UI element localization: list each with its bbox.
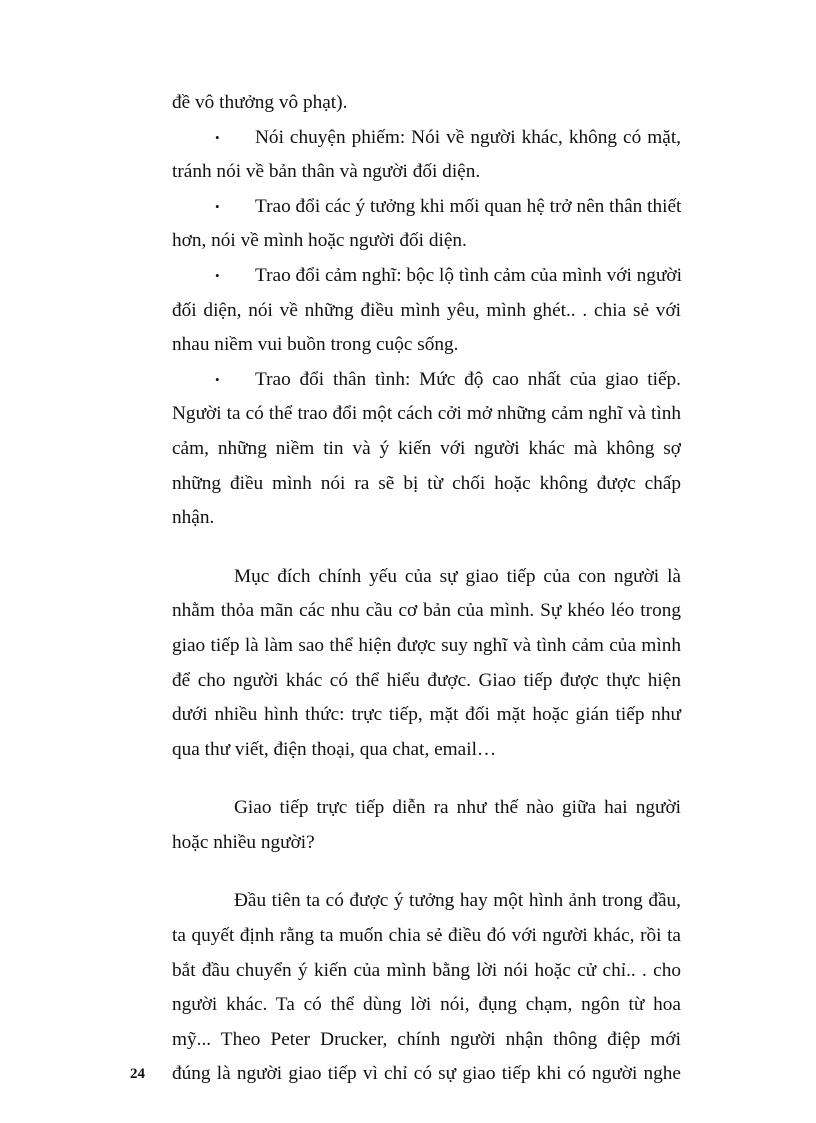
text-line-content: hơn, nói về mình hoặc người đối diện.	[172, 230, 467, 252]
text-line: những điều mình nói ra sẽ bị từ chối hoặc không được chấp	[172, 472, 681, 494]
paragraph-first-line	[172, 884, 681, 919]
text-line: người khác. Ta có thể dùng lời nói, đụng chạm, ngôn từ hoa	[172, 994, 681, 1016]
page-number: 24	[130, 1066, 145, 1082]
text-line-content: Nói chuyện phiếm: Nói về người khác, không có mặt,	[255, 126, 681, 148]
text-line-content: Trao đổi thân tình: Mức độ cao nhất của giao tiếp.	[255, 368, 681, 390]
text-line: đối diện, nói về những điều mình yêu, mình ghét.. . chia sẻ với	[172, 299, 681, 321]
bullet-item	[172, 121, 681, 156]
text-line: qua thư viết, điện thoại, qua chat, email…	[172, 738, 497, 760]
paragraph-gap	[172, 860, 681, 884]
text-line	[172, 86, 681, 121]
bullet-item	[172, 190, 681, 225]
text-line: ta quyết định rằng ta muốn chia sẻ điều đó với người khác, rồi ta	[172, 925, 681, 947]
text-line: nhận.	[172, 507, 215, 529]
bullet-item	[172, 363, 681, 398]
text-line: mỹ... Theo Peter Drucker, chính người nhận thông điệp mới	[172, 1028, 681, 1050]
bullet-icon: •	[215, 129, 220, 145]
bullet-icon: •	[215, 267, 220, 283]
text-line-content: Trao đổi các ý tưởng khi mối quan hệ trở nên thân thiết	[255, 195, 682, 217]
text-line-content: đề vô thưởng vô phạt).	[172, 92, 348, 113]
text-line: bắt đầu chuyển ý kiến của mình bằng lời nói hoặc cử chỉ.. . cho	[172, 959, 681, 981]
text-line: hoặc nhiều người?	[172, 831, 315, 853]
text-line: dưới nhiều hình thức: trực tiếp, mặt đối mặt hoặc gián tiếp như	[172, 704, 681, 726]
bullet-item	[172, 259, 681, 294]
text-line: Người ta có thể trao đổi một cách cởi mở những cảm nghĩ và tình	[172, 403, 681, 425]
text-line-content: tránh nói về bản thân và người đối diện.	[172, 161, 481, 183]
paragraph-gap	[172, 536, 681, 560]
text-line: đúng là người giao tiếp vì chỉ có sự giao tiếp khi có người nghe	[172, 1063, 681, 1085]
text-line-content: Mục đích chính yếu của sự giao tiếp của con người là	[234, 565, 681, 587]
text-line	[172, 155, 681, 190]
text-line: cảm, những niềm tin và ý kiến với người khác mà không sợ	[172, 437, 681, 459]
page-body	[172, 86, 681, 1092]
text-line: giao tiếp là làm sao thể hiện được suy nghĩ và tình cảm của mình	[172, 634, 681, 656]
text-line: nhau niềm vui buồn trong cuộc sống.	[172, 334, 459, 356]
paragraph-first-line	[172, 560, 681, 595]
text-line-content: Trao đổi cảm nghĩ: bộc lộ tình cảm của mình với người	[255, 264, 682, 286]
text-line-content: Đầu tiên ta có được ý tưởng hay một hình ảnh trong đầu,	[234, 890, 681, 912]
bullet-icon: •	[215, 198, 220, 214]
text-line-content: Giao tiếp trực tiếp diễn ra như thế nào giữa hai người	[234, 797, 681, 819]
text-line	[172, 224, 681, 259]
text-line: để cho người khác có thể hiểu được. Giao tiếp được thực hiện	[172, 669, 681, 691]
paragraph-gap	[172, 767, 681, 791]
bullet-icon: •	[215, 371, 220, 387]
paragraph-first-line	[172, 791, 681, 826]
text-line: nhằm thỏa mãn các nhu cầu cơ bản của mình. Sự khéo léo trong	[172, 600, 681, 622]
